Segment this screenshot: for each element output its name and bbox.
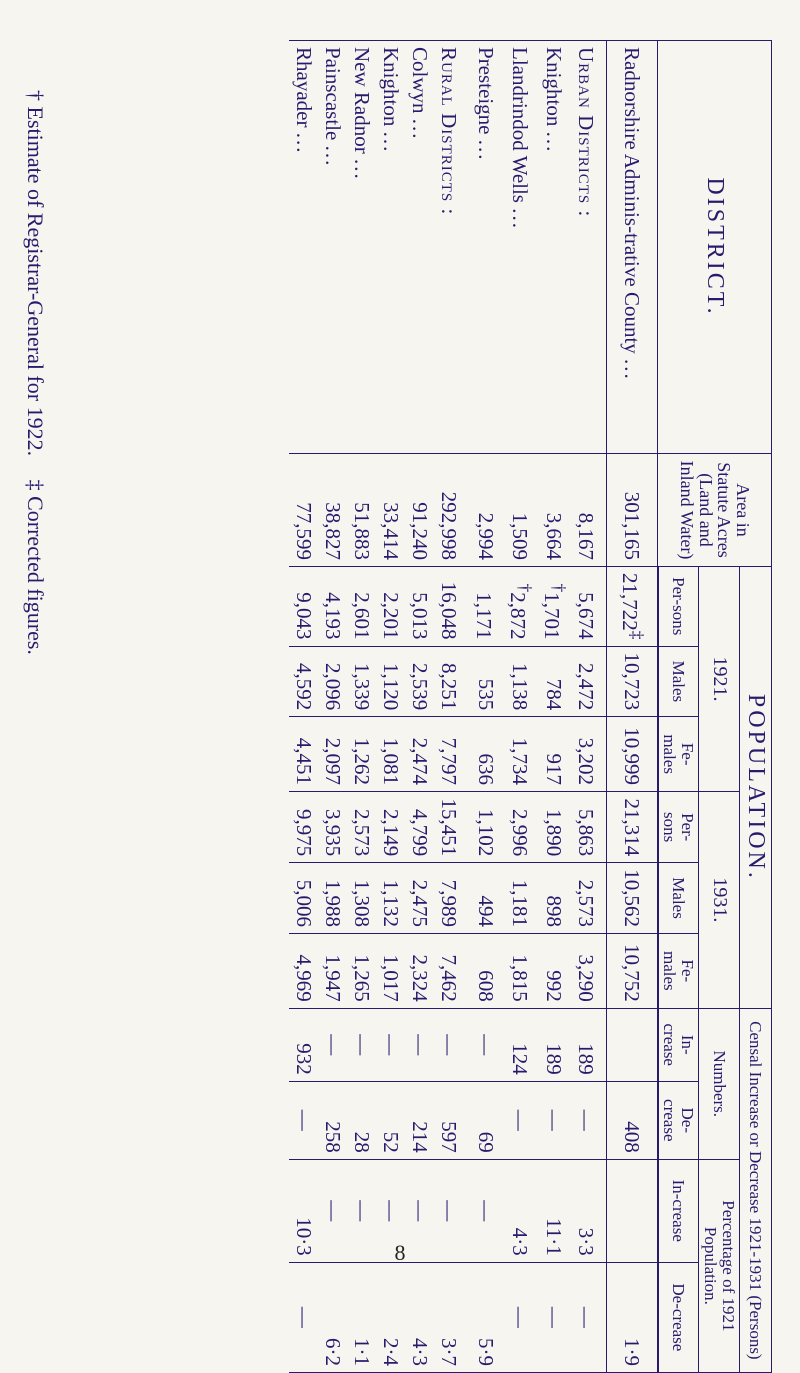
rural-dec: — — [289, 1081, 318, 1159]
county-m1931: 10,562 — [606, 863, 658, 934]
rural-m1921: 4,592 — [289, 646, 318, 717]
county-dec: 408 — [606, 1081, 658, 1159]
rural-name: Painscastle ... — [318, 41, 347, 454]
urban-total-pinc: 3·3 — [571, 1159, 607, 1262]
county-inc — [606, 1008, 658, 1081]
table-row — [318, 41, 347, 1373]
rural-m1921: 1,339 — [347, 646, 376, 717]
table-row — [347, 41, 376, 1373]
urban-f1931: 608 — [469, 933, 503, 1008]
rural-p1931: 9,975 — [289, 792, 318, 863]
urban-total-pdec: — — [571, 1262, 607, 1372]
urban-p1921: †2,872 — [503, 567, 537, 647]
rural-m1931: 5,006 — [289, 863, 318, 934]
rural-name: Knighton ... — [376, 41, 405, 454]
rural-inc: — — [405, 1008, 434, 1081]
males-1921-header: Males — [658, 646, 699, 717]
urban-p1921: †1,701 — [537, 567, 571, 647]
rural-f1921: 2,097 — [318, 717, 347, 792]
urban-m1931: 494 — [469, 863, 503, 934]
census-table — [289, 40, 772, 1373]
rural-total-pdec: 3·7 — [434, 1262, 469, 1372]
urban-m1921: 784 — [537, 646, 571, 717]
urban-f1931: 992 — [537, 933, 571, 1008]
footnote-estimate: † Estimate of Registrar-General for 1922. — [23, 90, 48, 457]
year-1921-header: 1921. — [699, 567, 740, 792]
rural-dec: 28 — [347, 1081, 376, 1159]
urban-f1921: 636 — [469, 717, 503, 792]
females-1931-header: Fe-males — [658, 933, 699, 1008]
rural-pdec: 6·2 — [318, 1262, 347, 1372]
rural-pdec: 4·3 — [405, 1262, 434, 1372]
rural-total-p1921: 16,048 — [434, 567, 469, 647]
rural-heading: Rural Districts : — [434, 41, 469, 454]
urban-inc: — — [469, 1008, 503, 1081]
females-1921-header: Fe-males — [658, 717, 699, 792]
urban-dec: — — [537, 1081, 571, 1159]
urban-pinc: — — [469, 1159, 503, 1262]
year-1931-header: 1931. — [699, 792, 740, 1009]
urban-name: Llandrindod Wells ... — [503, 41, 537, 454]
rural-inc: — — [376, 1008, 405, 1081]
page-number: 8 — [394, 1240, 406, 1265]
rural-total-m1921: 8,251 — [434, 646, 469, 717]
rural-p1921: 9,043 — [289, 567, 318, 647]
rural-area: 91,240 — [405, 454, 434, 567]
rural-name: Rhayader ... — [289, 41, 318, 454]
table-row — [469, 41, 503, 1373]
rural-m1921: 2,096 — [318, 646, 347, 717]
rural-totals-row — [434, 41, 469, 1373]
rural-m1921: 2,539 — [405, 646, 434, 717]
urban-pinc: 11·1 — [537, 1159, 571, 1262]
rural-m1931: 1,988 — [318, 863, 347, 934]
rural-total-dec: 597 — [434, 1081, 469, 1159]
rural-m1931: 1,132 — [376, 863, 405, 934]
rural-f1931: 1,265 — [347, 933, 376, 1008]
percent-decrease-header: De-crease — [658, 1262, 699, 1372]
urban-m1931: 1,181 — [503, 863, 537, 934]
percentage-header: Percentage of 1921 Population. — [699, 1159, 740, 1372]
rural-m1931: 1,308 — [347, 863, 376, 934]
rural-p1931: 3,935 — [318, 792, 347, 863]
urban-total-m1921: 2,472 — [571, 646, 607, 717]
table-row — [376, 41, 405, 1373]
rural-name: Colwyn ... — [405, 41, 434, 454]
urban-f1931: 1,815 — [503, 933, 537, 1008]
rural-p1921: 2,201 — [376, 567, 405, 647]
area-header: Area in Statute Acres (Land and Inland Water) — [658, 454, 772, 567]
rural-pinc: 10·3 — [289, 1159, 318, 1262]
urban-inc: 189 — [537, 1008, 571, 1081]
urban-pdec: 5·9 — [469, 1262, 503, 1372]
number-decrease-header: De-crease — [658, 1081, 699, 1159]
county-f1921: 10,999 — [606, 717, 658, 792]
rural-pdec: 1·1 — [347, 1262, 376, 1372]
urban-total-area: 8,167 — [571, 454, 607, 567]
urban-total-inc: 189 — [571, 1008, 607, 1081]
urban-heading: Urban Districts : — [571, 41, 607, 454]
rural-dec: 52 — [376, 1081, 405, 1159]
rural-area: 33,414 — [376, 454, 405, 567]
table-row — [503, 41, 537, 1373]
rural-total-m1931: 7,989 — [434, 863, 469, 934]
rural-f1931: 2,324 — [405, 933, 434, 1008]
rural-pinc: — — [318, 1159, 347, 1262]
urban-p1931: 1,102 — [469, 792, 503, 863]
urban-total-dec: — — [571, 1081, 607, 1159]
rural-inc: — — [347, 1008, 376, 1081]
footnotes — [22, 90, 48, 1290]
urban-p1931: 1,890 — [537, 792, 571, 863]
urban-inc: 124 — [503, 1008, 537, 1081]
urban-area: 2,994 — [469, 454, 503, 567]
rural-inc: — — [318, 1008, 347, 1081]
urban-f1921: 1,734 — [503, 717, 537, 792]
rural-total-f1931: 7,462 — [434, 933, 469, 1008]
county-f1931: 10,752 — [606, 933, 658, 1008]
rural-total-inc: — — [434, 1008, 469, 1081]
number-increase-header: In-crease — [658, 1008, 699, 1081]
urban-pdec: — — [537, 1262, 571, 1372]
table-row — [537, 41, 571, 1373]
urban-totals-row — [571, 41, 607, 1373]
rural-area: 51,883 — [347, 454, 376, 567]
urban-dec: — — [503, 1081, 537, 1159]
numbers-header: Numbers. — [699, 1008, 740, 1159]
rural-f1931: 1,017 — [376, 933, 405, 1008]
urban-f1921: 917 — [537, 717, 571, 792]
rural-pinc: — — [405, 1159, 434, 1262]
urban-total-f1921: 3,202 — [571, 717, 607, 792]
rural-total-p1931: 15,451 — [434, 792, 469, 863]
district-header: DISTRICT. — [658, 41, 772, 454]
rural-area: 38,827 — [318, 454, 347, 567]
table-row — [289, 41, 318, 1373]
rural-m1921: 1,120 — [376, 646, 405, 717]
rural-area: 77,599 — [289, 454, 318, 567]
urban-total-p1921: 5,674 — [571, 567, 607, 647]
urban-m1921: 1,138 — [503, 646, 537, 717]
rural-f1931: 4,969 — [289, 933, 318, 1008]
rural-p1921: 2,601 — [347, 567, 376, 647]
rural-f1921: 1,262 — [347, 717, 376, 792]
urban-total-f1931: 3,290 — [571, 933, 607, 1008]
urban-area: 3,664 — [537, 454, 571, 567]
rural-total-area: 292,998 — [434, 454, 469, 567]
footnote-corrected: ‡ Corrected figures. — [23, 479, 48, 655]
rural-p1921: 4,193 — [318, 567, 347, 647]
rural-dec: 258 — [318, 1081, 347, 1159]
urban-m1931: 898 — [537, 863, 571, 934]
urban-name: Presteigne ... — [469, 41, 503, 454]
rural-f1931: 1,947 — [318, 933, 347, 1008]
persons-1921-header: Per-sons — [658, 567, 699, 647]
urban-total-m1931: 2,573 — [571, 863, 607, 934]
county-pdec: 1·9 — [606, 1262, 658, 1372]
rural-inc: 932 — [289, 1008, 318, 1081]
censal-header: Censal Increase or Decrease 1921-1931 (Persons) — [740, 1008, 772, 1372]
rural-f1921: 1,081 — [376, 717, 405, 792]
urban-p1931: 2,996 — [503, 792, 537, 863]
urban-pinc: 4·3 — [503, 1159, 537, 1262]
urban-total-p1931: 5,863 — [571, 792, 607, 863]
county-area: 301,165 — [606, 454, 658, 567]
rural-p1931: 4,799 — [405, 792, 434, 863]
county-p1931: 21,314 — [606, 792, 658, 863]
urban-pdec: — — [503, 1262, 537, 1372]
rural-dec: 214 — [405, 1081, 434, 1159]
table-row — [405, 41, 434, 1373]
county-row — [606, 41, 658, 1373]
county-name: Radnorshire Adminis-trative County ... — [606, 41, 658, 454]
rural-f1921: 4,451 — [289, 717, 318, 792]
urban-p1921: 1,171 — [469, 567, 503, 647]
rural-pinc: — — [376, 1159, 405, 1262]
rural-f1921: 2,474 — [405, 717, 434, 792]
county-m1921: 10,723 — [606, 646, 658, 717]
rural-pdec: — — [289, 1262, 318, 1372]
population-header: POPULATION. — [740, 567, 772, 1009]
persons-1931-header: Per-sons — [658, 792, 699, 863]
rural-total-pinc: — — [434, 1159, 469, 1262]
rural-pinc: — — [347, 1159, 376, 1262]
urban-area: 1,509 — [503, 454, 537, 567]
percent-increase-header: In-crease — [658, 1159, 699, 1262]
county-p1921: 21,722‡ — [606, 567, 658, 647]
rural-p1931: 2,149 — [376, 792, 405, 863]
rural-total-f1921: 7,797 — [434, 717, 469, 792]
rural-m1931: 2,475 — [405, 863, 434, 934]
rural-p1931: 2,573 — [347, 792, 376, 863]
urban-name: Knighton ... — [537, 41, 571, 454]
rural-name: New Radnor ... — [347, 41, 376, 454]
urban-dec: 69 — [469, 1081, 503, 1159]
rural-p1921: 5,013 — [405, 567, 434, 647]
males-1931-header: Males — [658, 863, 699, 934]
urban-m1921: 535 — [469, 646, 503, 717]
rural-pdec: 2·4 — [376, 1262, 405, 1372]
